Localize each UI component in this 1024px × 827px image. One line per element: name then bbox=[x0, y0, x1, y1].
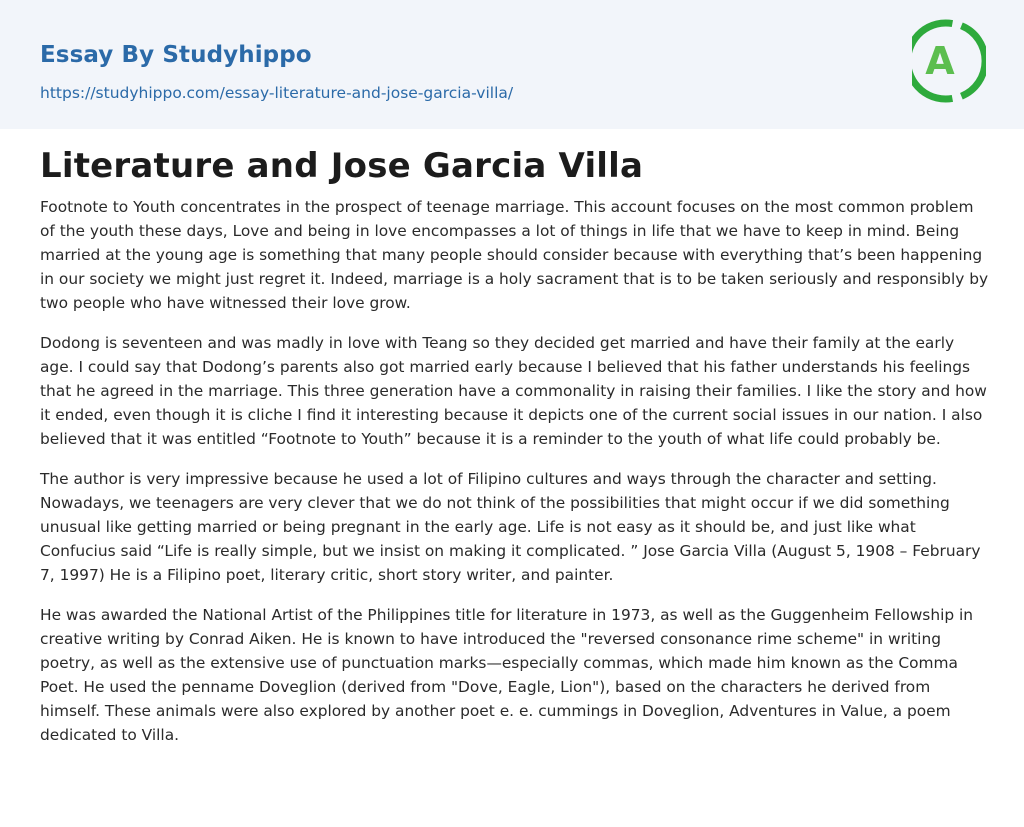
site-header bbox=[0, 0, 1024, 129]
paragraph-4: He was awarded the National Artist of the Philippines title for literature in 1973, as well as the Guggenheim Fellowship in creative writing by Conrad Aiken. He is known to have introduced the "reversed consonance rime scheme" in writing poetry, as well as the extensive use of punctuation marks—especially commas, which made him known as the Comma Poet. He used the penname Doveglion (derived from "Dove, Eagle, Lion"), based on the characters he derived from himself. These animals were also explored by another poet e. e. cummings in Doveglion, Adventures in Value, a poem dedicated to Villa. bbox=[40, 606, 974, 744]
paragraph-2: Dodong is seventeen and was madly in love with Teang so they decided get married and have their family at the early age. I could say that Dodong’s parents also got married early because I believed that his father understands his feelings that he agreed in the marriage. This three generation have a commonality in raising their families. I like the story and how it ended, even though it is cliche I find it interesting because it depicts one of the current social issues in our nation. I also believed that it was entitled “Footnote to Youth” because it is a reminder to the youth of what life could probably be. bbox=[40, 334, 987, 448]
paragraph-3: The author is very impressive because he used a lot of Filipino cultures and ways through the character and setting. Nowadays, we teenagers are very clever that we do not think of the possibilities that might occur if we did something unusual like getting married or being pregnant in the early age. Life is not easy as it should be, and just like what Confucius said “Life is really simple, but we insist on making it complicated. ” Jose Garcia Villa (August 5, 1908 – February 7, 1997) He is a Filipino poet, literary critic, short story writer, and painter. bbox=[40, 470, 981, 584]
brand-title[interactable]: Essay By Studyhippo bbox=[40, 42, 312, 68]
logo-letter: A bbox=[925, 39, 955, 83]
grade-a-circle-logo-icon[interactable] bbox=[912, 19, 986, 105]
paragraph-1: Footnote to Youth concentrates in the prospect of teenage marriage. This account focuses on the most common problem of the youth these days, Love and being in love encompasses a lot of things in life that we have to keep in mind. Being married at the young age is something that many people should consider because with everything that’s been happening in our society we might just regret it. Indeed, marriage is a holy sacrament that is to be taken seriously and responsibly by two people who have witnessed their love grow. bbox=[40, 198, 989, 312]
essay-url-link[interactable]: https://studyhippo.com/essay-literature-and-jose-garcia-villa/ bbox=[40, 84, 514, 102]
article-body bbox=[40, 195, 990, 763]
page-title: Literature and Jose Garcia Villa bbox=[40, 146, 644, 186]
